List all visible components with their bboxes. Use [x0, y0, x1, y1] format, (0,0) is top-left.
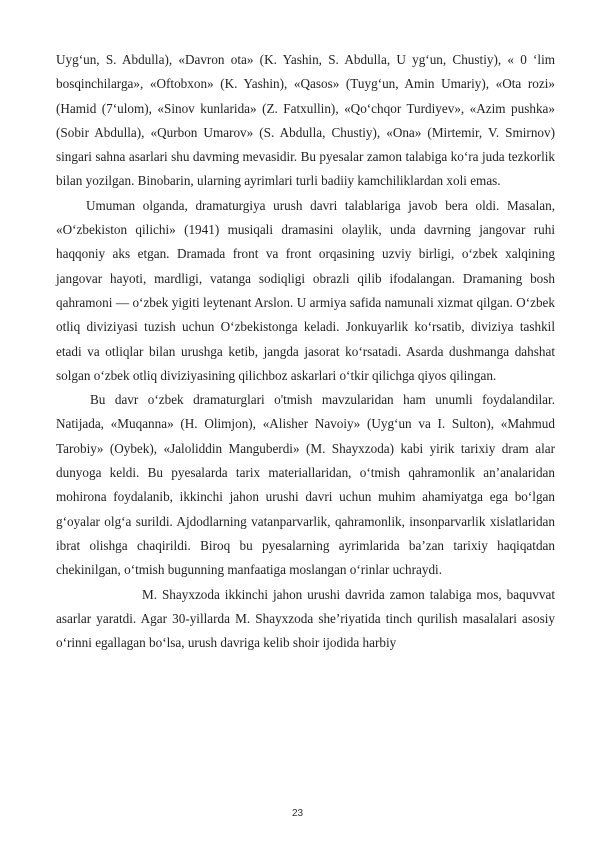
- paragraph-1: Uyg‘un, S. Abdulla), «Davron ota» (K. Yashin, S. Abdulla, U yg‘un, Chustiy), « 0 ‘lim bosqinchilarga», «Oftobxon» (K. Yashin), «Qasos» (Tuyg‘un, Amin Umariy), «Ota rozi» (Hamid (7‘ulom), «Sinov kunlarida» (Z. Fatxullin), «Qo‘chqor Turdiyev», «Azim pushka» (Sobir Abdulla), «Qurbon Umarov» (S. Abdulla, Chustiy), «Ona» (Mirtemir, V. Smirnov) singari sahna asarlari shu davming mevasidir. Bu pyesalar zamon talabiga ko‘ra juda tezkorlik bilan yozilgan. Binobarin, ularning ayrimlari turli badiiy kamchiliklardan xoli emas.: [56, 52, 555, 189]
- document-body: [56, 48, 555, 655]
- page-number: 23: [291, 808, 304, 819]
- paragraph-2: Umuman olganda, dramaturgiya urush davri talablariga javob bera oldi. Masalan, «O‘zbekiston qilichi» (1941) musiqali dramasini olaylik, unda davrning jangovar ruhi haqqoniy aks etgan. Dramada front va front orqasining uzviy birligi, o‘zbek xalqining jangovar hayoti, mardligi, vatanga sodiqligi obrazli qilib ifodalangan. Dramaning bosh qahramoni — o‘zbek yigiti leytenant Arslon. U armiya safida namunali xizmat qilgan. O‘zbek otliq diviziyasi tuzish uchun O‘zbekistonga keladi. Jonkuyarlik ko‘rsatib, diviziya tashkil etadi va otliqlar bilan urushga ketib, jangda jasorat ko‘rsatadi. Asarda dushmanga dahshat solgan o‘zbek otliq diviziyasining qilichboz askarlari o‘tkir qilichga qiyos qilingan.: [56, 197, 555, 383]
- paragraph-3: Bu davr o‘zbek dramaturglari o'tmish mavzularidan ham unumli foydalandilar. Natijada, «Muqanna» (H. Olimjon), «Alisher Navoiy» (Uyg‘un va I. Sulton), «Mahmud Tarobiy» (Oybek), «Jaloliddin Manguberdi» (M. Shayxzoda) kabi yirik tarixiy dram alar dunyoga keldi. Bu pyesalarda tarix materiallaridan, o‘tmish qahramonlik an’analaridan mohirona foydalanib, ikkinchi jahon urushi davri uchun muhim ahamiyatga ega bo‘lgan g‘oyalar olg‘a surildi. Ajdodlarning vatanparvarlik, qahramonlik, insonparvarlik xislatlaridan ibrat olishga chaqirildi. Biroq bu pyesalarning ayrimlarida ba’zan tarixiy haqiqatdan chekinilgan, o‘tmish bugunning manfaatiga moslangan o‘rinlar uchraydi.: [56, 392, 555, 578]
- paragraph-4: M. Shayxzoda ikkinchi jahon urushi davrida zamon talabiga mos, baquvvat asarlar yaratdi. Agar 30-yillarda M. Shayxzoda she’riyatida tinch qurilish masalalari asosiy o‘rinni egallagan bo‘lsa, urush davriga kelib shoir ijodida harbiy: [56, 586, 555, 651]
